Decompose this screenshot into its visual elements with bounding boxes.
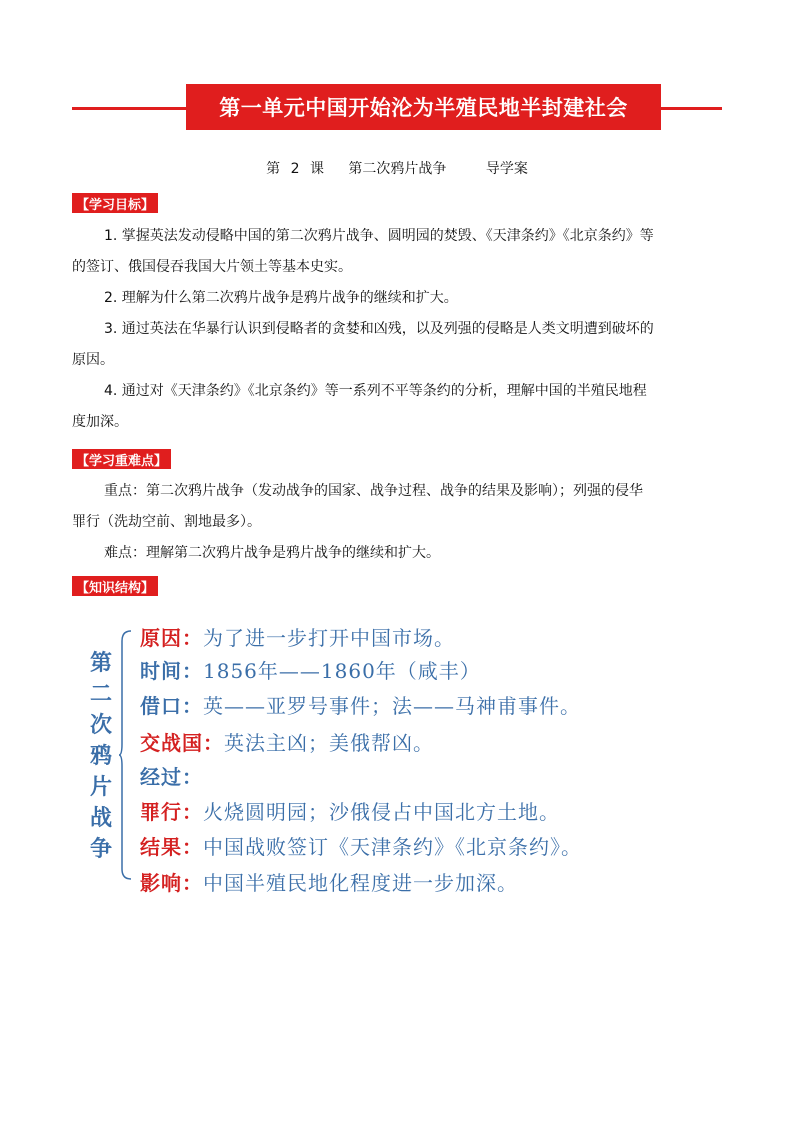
structure-row-label: 交战国： [140, 731, 224, 755]
structure-topic-vertical [86, 648, 116, 865]
lesson-number: 第 2 课 [266, 161, 324, 177]
unit-title: 第一单元中国开始沦为半殖民地半封建社会 [219, 96, 628, 120]
structure-row-label: 影响： [140, 871, 203, 895]
structure-row [140, 867, 518, 896]
structure-row-label: 罪行： [140, 800, 203, 824]
goal-line: 原因。 [72, 352, 114, 368]
structure-row [140, 761, 203, 790]
structure-row-value: 为了进一步打开中国市场。 [203, 626, 455, 650]
structure-row [140, 690, 581, 719]
structure-row-value: 火烧圆明园；沙俄侵占中国北方土地。 [203, 800, 560, 824]
goals-text [72, 221, 724, 438]
keypoint-line: 罪行（洗劫空前、割地最多）。 [72, 514, 261, 530]
structure-row-value: 中国半殖民地化程度进一步加深。 [203, 871, 518, 895]
topic-char: 片 [89, 774, 112, 800]
goal-line: 2. 理解为什么第二次鸦片战争是鸦片战争的继续和扩大。 [104, 290, 458, 306]
structure-row [140, 622, 455, 651]
structure-row-label: 结果： [140, 835, 203, 859]
keypoints-tag: 【学习重难点】 [72, 449, 171, 469]
structure-brace [118, 629, 132, 881]
keypoints-text [72, 476, 724, 569]
topic-char: 第 [89, 650, 112, 676]
structure-row-value: 1856年——1860年（咸丰） [203, 659, 481, 683]
goal-line: 度加深。 [72, 414, 128, 430]
topic-char: 战 [89, 805, 112, 831]
topic-char: 次 [89, 712, 112, 738]
goal-line: 1. 掌握英法发动侵略中国的第二次鸦片战争、圆明园的焚毁、《天津条约》《北京条约》等 [104, 228, 654, 244]
goal-line: 的签订、俄国侵吞我国大片领土等基本史实。 [72, 259, 352, 275]
unit-banner [186, 84, 661, 130]
topic-char: 争 [89, 836, 112, 862]
keypoint-line: 重点：第二次鸦片战争（发动战争的国家、战争过程、战争的结果及影响）；列强的侵华 [104, 483, 643, 499]
goal-line: 3. 通过英法在华暴行认识到侵略者的贪婪和凶残，以及列强的侵略是人类文明遭到破坏的 [104, 321, 654, 337]
structure-row [140, 727, 434, 756]
goals-tag: 【学习目标】 [72, 193, 158, 213]
lesson-type: 导学案 [485, 161, 528, 177]
topic-char: 鸦 [89, 743, 112, 769]
structure-row-value: 中国战败签订《天津条约》《北京条约》。 [203, 835, 582, 859]
structure-row-label: 原因： [140, 626, 203, 650]
topic-char: 二 [89, 681, 112, 707]
structure-row-value: 英法主凶；美俄帮凶。 [224, 731, 434, 755]
structure-row-label: 借口： [140, 694, 203, 718]
structure-row-value: 英——亚罗号事件；法——马神甫事件。 [203, 694, 581, 718]
structure-row-label: 经过： [140, 765, 203, 789]
structure-row-label: 时间： [140, 659, 203, 683]
lesson-name: 第二次鸦片战争 [348, 161, 447, 177]
keypoint-line: 难点：理解第二次鸦片战争是鸦片战争的继续和扩大。 [104, 545, 440, 561]
structure-row [140, 655, 481, 684]
structure-row [140, 796, 560, 825]
structure-row [140, 831, 582, 860]
goal-line: 4. 通过对《天津条约》《北京条约》等一系列不平等条约的分析，理解中国的半殖民地程 [104, 383, 647, 399]
structure-tag: 【知识结构】 [72, 576, 158, 596]
lesson-title [0, 158, 794, 178]
